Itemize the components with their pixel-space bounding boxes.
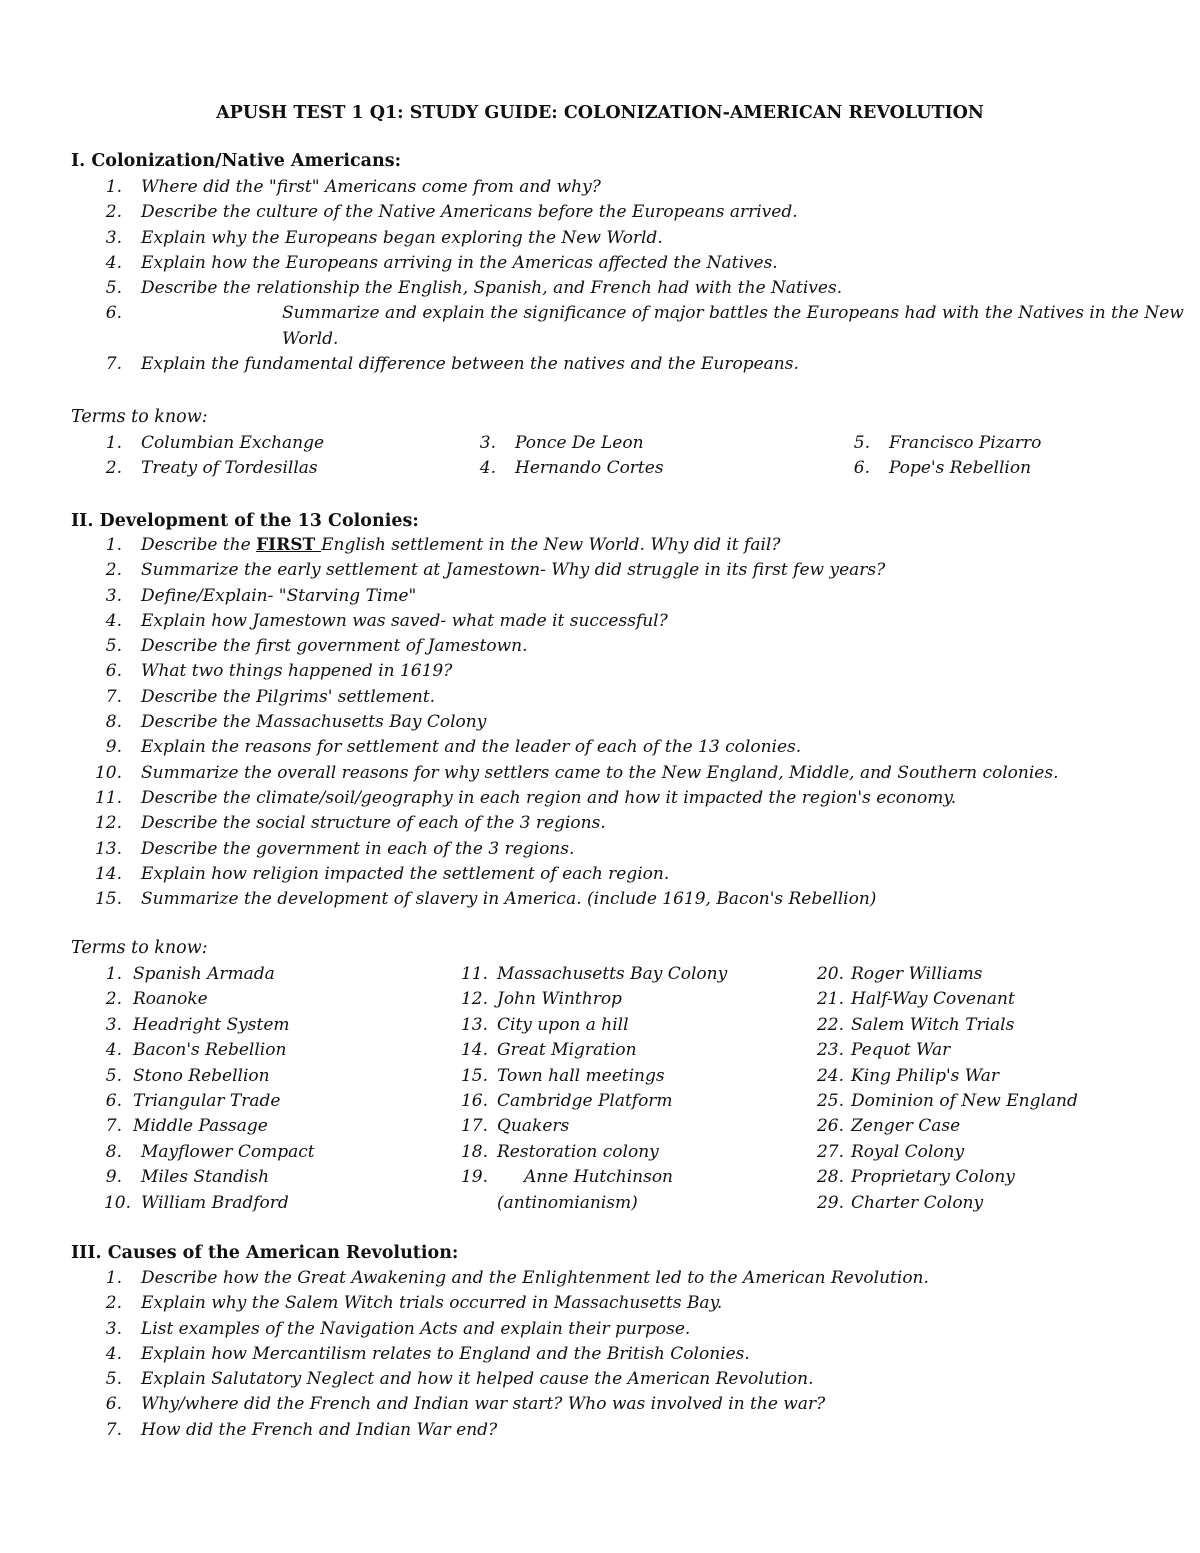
list-item: 2. Describe the culture of the Native Americans before the Europeans arrived.	[105, 202, 798, 223]
term-item: (antinomianism)	[497, 1192, 638, 1213]
list-item: 5. Describe the relationship the English, Spanish, and French had with the Natives.	[105, 278, 843, 299]
section-2-questions	[0, 533, 1200, 912]
emphasis-first: FIRST	[256, 535, 322, 555]
list-item: 1. Describe how the Great Awakening and the Enlightenment led to the American Revolution.	[105, 1268, 929, 1288]
term-item: 14. Great Migration	[460, 1040, 637, 1061]
list-item: 2. Explain why the Salem Witch trials occurred in Massachusetts Bay.	[105, 1293, 723, 1314]
list-item: 3. Explain why the Europeans began exploring the New World.	[105, 227, 663, 248]
term-item: 6. Pope's Rebellion	[853, 458, 1032, 479]
list-item: 15. Summarize the development of slavery in America. (include 1619, Bacon's Rebellion)	[94, 889, 877, 910]
list-item: 6. Why/where did the French and Indian war start? Who was involved in the war?	[105, 1394, 826, 1415]
list-item: 3. List examples of the Navigation Acts and explain their purpose.	[105, 1318, 691, 1339]
list-item: 5. Explain Salutatory Neglect and how it helped cause the American Revolution.	[105, 1369, 814, 1390]
section-1-questions	[0, 175, 1200, 377]
term-item: 1. Columbian Exchange	[105, 433, 325, 453]
list-item: 10. Summarize the overall reasons for why settlers came to the New England, Middle, and Southern colonies.	[94, 762, 1059, 783]
page-title: APUSH TEST 1 Q1: STUDY GUIDE: COLONIZATION-AMERICAN REVOLUTION	[216, 103, 984, 123]
term-item: 18. Restoration colony	[460, 1141, 659, 1162]
list-item: 4. Explain how the Europeans arriving in the Americas affected the Natives.	[105, 252, 778, 273]
list-item: 5. Describe the first government of Jamestown.	[105, 636, 528, 657]
list-item: 7. How did the French and Indian War end?	[105, 1419, 498, 1440]
term-item: 17. Quakers	[460, 1116, 570, 1137]
term-item: 5. Stono Rebellion	[105, 1065, 270, 1086]
list-item: 1. Where did the "first" Americans come from and why?	[105, 177, 601, 197]
term-item: 29. Charter Colony	[816, 1192, 984, 1213]
list-item: 1. Describe the FIRST English settlement in the New World. Why did it fail?	[105, 535, 781, 555]
terms-label: Terms to know:	[71, 938, 208, 958]
term-item: 9. Miles Standish	[105, 1167, 270, 1188]
term-item: 15. Town hall meetings	[460, 1065, 665, 1086]
term-item: 20. Roger Williams	[816, 964, 983, 984]
list-item: 13. Describe the government in each of the 3 regions.	[94, 838, 575, 859]
term-item: 3. Ponce De Leon	[479, 433, 644, 453]
list-item: 9. Explain the reasons for settlement and the leader of each of the 13 colonies.	[105, 737, 802, 758]
list-item: 2. Summarize the early settlement at Jamestown- Why did struggle in its first few years?	[105, 560, 886, 581]
term-item: 22. Salem Witch Trials	[816, 1014, 1015, 1035]
term-item: 5. Francisco Pizarro	[853, 433, 1042, 453]
list-item: 8. Describe the Massachusetts Bay Colony	[105, 712, 487, 733]
list-item: 7. Explain the fundamental difference between the natives and the Europeans.	[105, 354, 799, 375]
term-item: 13. City upon a hill	[460, 1014, 629, 1035]
term-item: 19. Anne Hutchinson	[460, 1167, 674, 1188]
term-item: 2. Treaty of Tordesillas	[105, 458, 318, 479]
term-item: 4. Hernando Cortes	[479, 458, 664, 479]
section-3-heading: III. Causes of the American Revolution:	[71, 1243, 459, 1263]
term-item: 27. Royal Colony	[816, 1141, 965, 1162]
list-item: 6. What two things happened in 1619?	[105, 661, 453, 682]
section-2-heading: II. Development of the 13 Colonies:	[71, 511, 419, 531]
term-item: 16. Cambridge Platform	[460, 1090, 673, 1111]
term-item: 8. Mayflower Compact	[105, 1141, 315, 1162]
list-item: 4. Explain how Mercantilism relates to England and the British Colonies.	[105, 1343, 750, 1364]
list-item: 3. Define/Explain- "Starving Time"	[105, 585, 417, 606]
terms-column	[0, 962, 1100, 1216]
term-item: 1. Spanish Armada	[105, 964, 275, 984]
terms-label: Terms to know:	[71, 407, 208, 427]
term-item: 10. William Bradford	[103, 1192, 289, 1213]
list-item: 7. Describe the Pilgrims' settlement.	[105, 686, 436, 707]
list-item: 12. Describe the social structure of each of the 3 regions.	[94, 813, 606, 834]
list-item: 14. Explain how religion impacted the settlement of each region.	[94, 863, 670, 884]
section-1-heading: I. Colonization/Native Americans:	[71, 151, 402, 171]
list-item: 11. Describe the climate/soil/geography in each region and how it impacted the region's economy.	[94, 787, 957, 808]
term-item: 12. John Winthrop	[460, 989, 622, 1010]
list-item: 4. Explain how Jamestown was saved- what made it successful?	[105, 610, 668, 631]
section-3-questions	[0, 1266, 1200, 1443]
term-item: 26. Zenger Case	[816, 1116, 961, 1137]
term-item: 21. Half-Way Covenant	[816, 989, 1015, 1010]
term-item: 28. Proprietary Colony	[816, 1167, 1015, 1188]
term-item: 2. Roanoke	[105, 989, 208, 1010]
term-item: 7. Middle Passage	[105, 1116, 268, 1137]
term-item: 6. Triangular Trade	[105, 1090, 281, 1111]
term-item: 4. Bacon's Rebellion	[105, 1040, 287, 1061]
term-item: 11. Massachusetts Bay Colony	[460, 964, 728, 984]
terms-column	[0, 431, 1100, 482]
term-item: 3. Headright System	[105, 1014, 290, 1035]
term-item: 25. Dominion of New England	[816, 1090, 1078, 1111]
list-item: 6. Summarize and explain the significance of major battles the Europeans had with the Natives in the New World.	[105, 303, 1184, 349]
term-item: 24. King Philip's War	[816, 1065, 1000, 1086]
term-item: 23. Pequot War	[816, 1040, 951, 1061]
